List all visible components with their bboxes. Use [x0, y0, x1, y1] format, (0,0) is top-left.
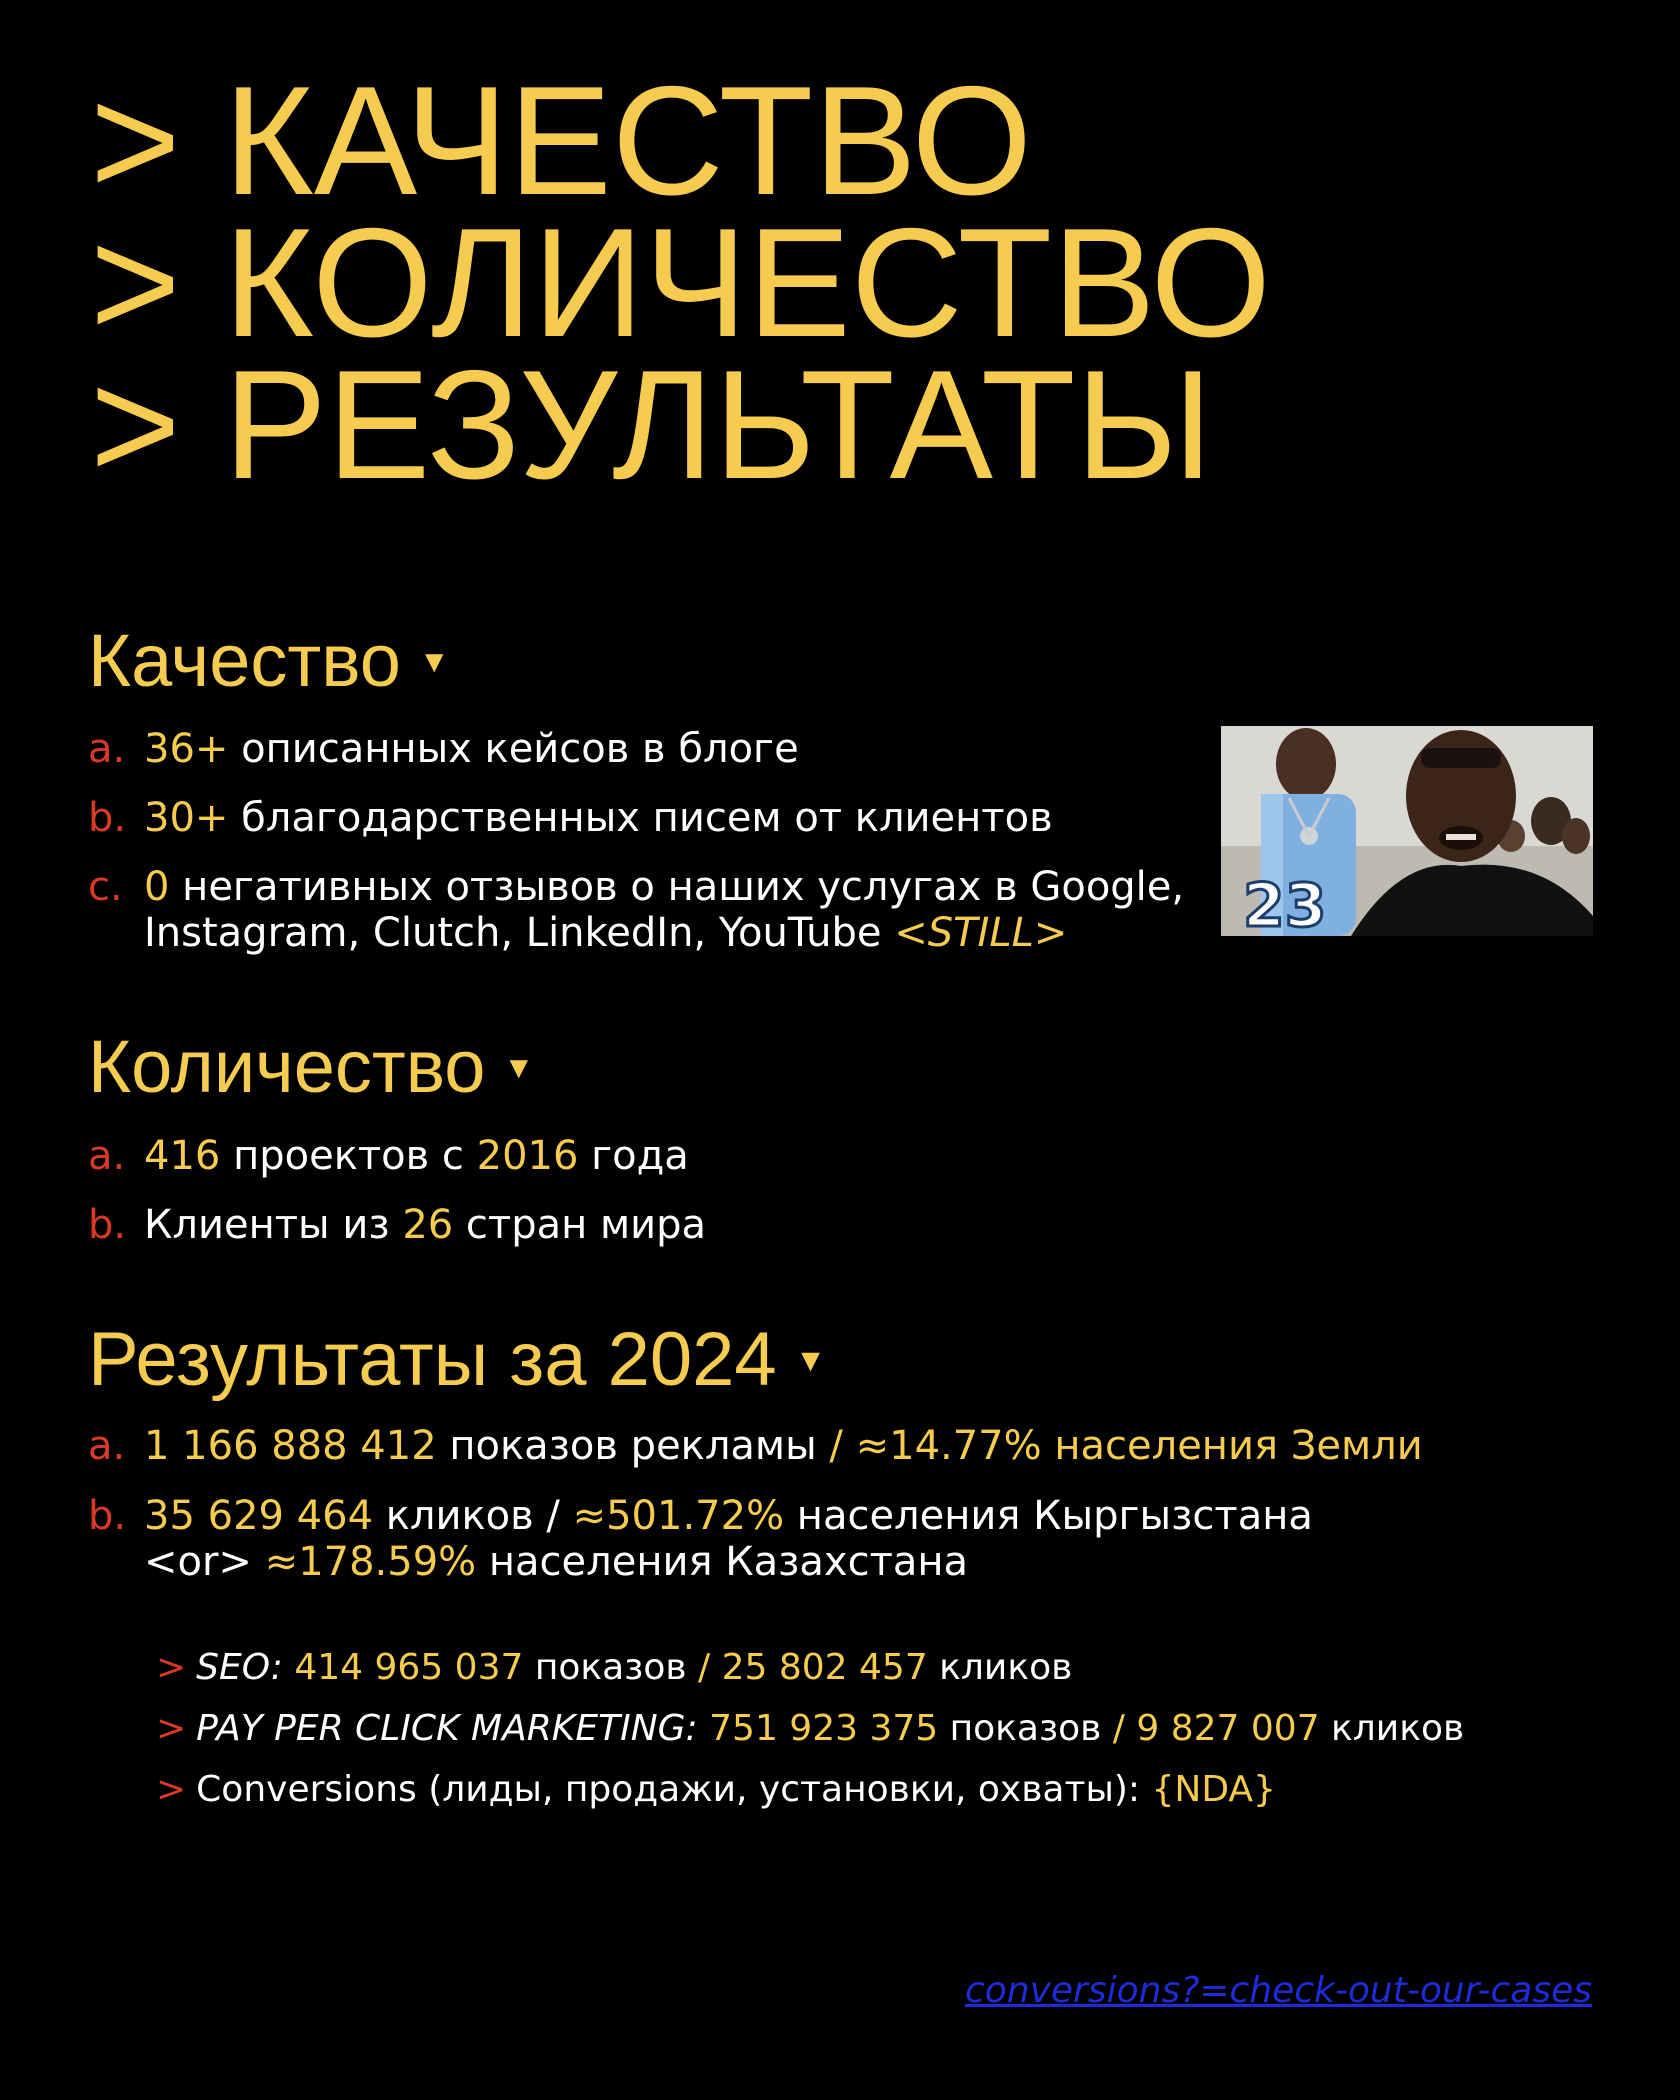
quantity-text: стран мира — [453, 1202, 707, 1248]
list-marker: c. — [88, 864, 123, 910]
quality-value: 30+ — [144, 795, 229, 841]
hero-line-quantity: > КОЛИЧЕСТВО — [90, 196, 1272, 369]
results-text: кликов / — [373, 1493, 573, 1539]
list-marker: a. — [88, 1133, 126, 1179]
list-marker: b. — [88, 1202, 127, 1248]
quantity-value: 26 — [402, 1202, 454, 1248]
quality-value: 36+ — [144, 726, 229, 772]
quantity-text: года — [578, 1133, 689, 1179]
sub-text: кликов — [927, 1647, 1073, 1688]
ppc-clicks: 9 827 007 — [1124, 1708, 1320, 1749]
clicks-value: 35 629 464 — [144, 1493, 374, 1539]
sub-text: показов — [938, 1708, 1113, 1749]
section-title-quantity-label: Количество — [88, 1025, 486, 1108]
quality-item-b — [88, 795, 1053, 841]
quantity-item-a — [88, 1133, 689, 1179]
photo-illustration — [1221, 726, 1593, 936]
sub-item-conversions — [156, 1769, 1276, 1811]
results-text: населения Кыргызстана — [784, 1493, 1313, 1539]
quality-text-continued: Instagram, Clutch, LinkedIn, YouTube — [144, 910, 895, 956]
earth-population-share: ≈14.77% населения Земли — [842, 1423, 1423, 1469]
quantity-year: 2016 — [476, 1133, 579, 1179]
hero-heading — [90, 54, 1272, 511]
check-out-cases-link[interactable]: conversions?=check-out-our-cases — [964, 1970, 1592, 2011]
hero-line-results: > РЕЗУЛЬТАТЫ — [90, 338, 1213, 511]
quantity-text: проектов с — [220, 1133, 477, 1179]
separator: / — [829, 1423, 843, 1469]
ppc-impressions: 751 923 375 — [697, 1708, 939, 1749]
sub-label: SEO: — [196, 1647, 283, 1688]
quantity-text: Клиенты из — [144, 1202, 403, 1248]
impressions-value: 1 166 888 412 — [144, 1423, 437, 1469]
kyrgyzstan-share: ≈501.72% — [572, 1493, 785, 1539]
quantity-item-b — [88, 1202, 706, 1248]
results-item-b — [88, 1493, 1313, 1585]
chevron-right-icon: > — [156, 1769, 187, 1810]
results-item-a — [88, 1423, 1423, 1469]
section-title-quality[interactable] — [88, 618, 450, 703]
results-text: показов рекламы — [436, 1423, 830, 1469]
list-marker: a. — [88, 726, 126, 772]
section-title-results[interactable] — [88, 1316, 826, 1403]
list-marker: a. — [88, 1423, 126, 1469]
quantity-value: 416 — [144, 1133, 221, 1179]
sub-item-seo — [156, 1647, 1072, 1689]
sub-text: кликов — [1319, 1708, 1465, 1749]
jersey-number: 23 — [1243, 871, 1327, 936]
list-marker: b. — [88, 1493, 127, 1539]
quality-item-a — [88, 726, 799, 772]
chevron-right-icon: > — [156, 1708, 187, 1749]
quality-value: 0 — [144, 864, 170, 910]
section-title-results-label: Результаты за 2024 — [88, 1317, 777, 1402]
quality-text: негативных отзывов о наших услугах в Google, — [169, 864, 1185, 910]
sub-text: Conversions (лиды, продажи, установки, охваты): — [196, 1769, 1152, 1810]
quality-text: благодарственных писем от клиентов — [228, 795, 1053, 841]
quality-item-c — [88, 864, 1184, 956]
sub-item-ppc — [156, 1708, 1464, 1750]
section-title-quantity[interactable] — [88, 1024, 534, 1109]
caret-down-icon[interactable]: ▼ — [794, 1341, 827, 1378]
list-marker: b. — [88, 795, 127, 841]
caret-down-icon[interactable]: ▼ — [503, 1050, 535, 1086]
sub-label: PAY PER CLICK MARKETING: — [196, 1708, 698, 1749]
hero-line-quality: > КАЧЕСТВО — [90, 54, 1033, 227]
kazakhstan-share: ≈178.59% — [264, 1539, 477, 1585]
still-tag: <STILL> — [894, 910, 1068, 956]
chevron-right-icon: > — [156, 1647, 187, 1688]
or-tag: <or> — [144, 1539, 265, 1585]
nda-tag: {NDA} — [1151, 1769, 1276, 1810]
separator: / — [698, 1647, 711, 1688]
quality-text: описанных кейсов в блоге — [228, 726, 799, 772]
seo-clicks: 25 802 457 — [710, 1647, 928, 1688]
sub-text: показов — [523, 1647, 699, 1688]
music-video-still-image — [1221, 726, 1593, 936]
seo-impressions: 414 965 037 — [282, 1647, 524, 1688]
results-text: населения Казахстана — [476, 1539, 969, 1585]
separator: / — [1112, 1708, 1125, 1749]
caret-down-icon[interactable]: ▼ — [418, 644, 450, 680]
section-title-quality-label: Качество — [88, 619, 401, 702]
